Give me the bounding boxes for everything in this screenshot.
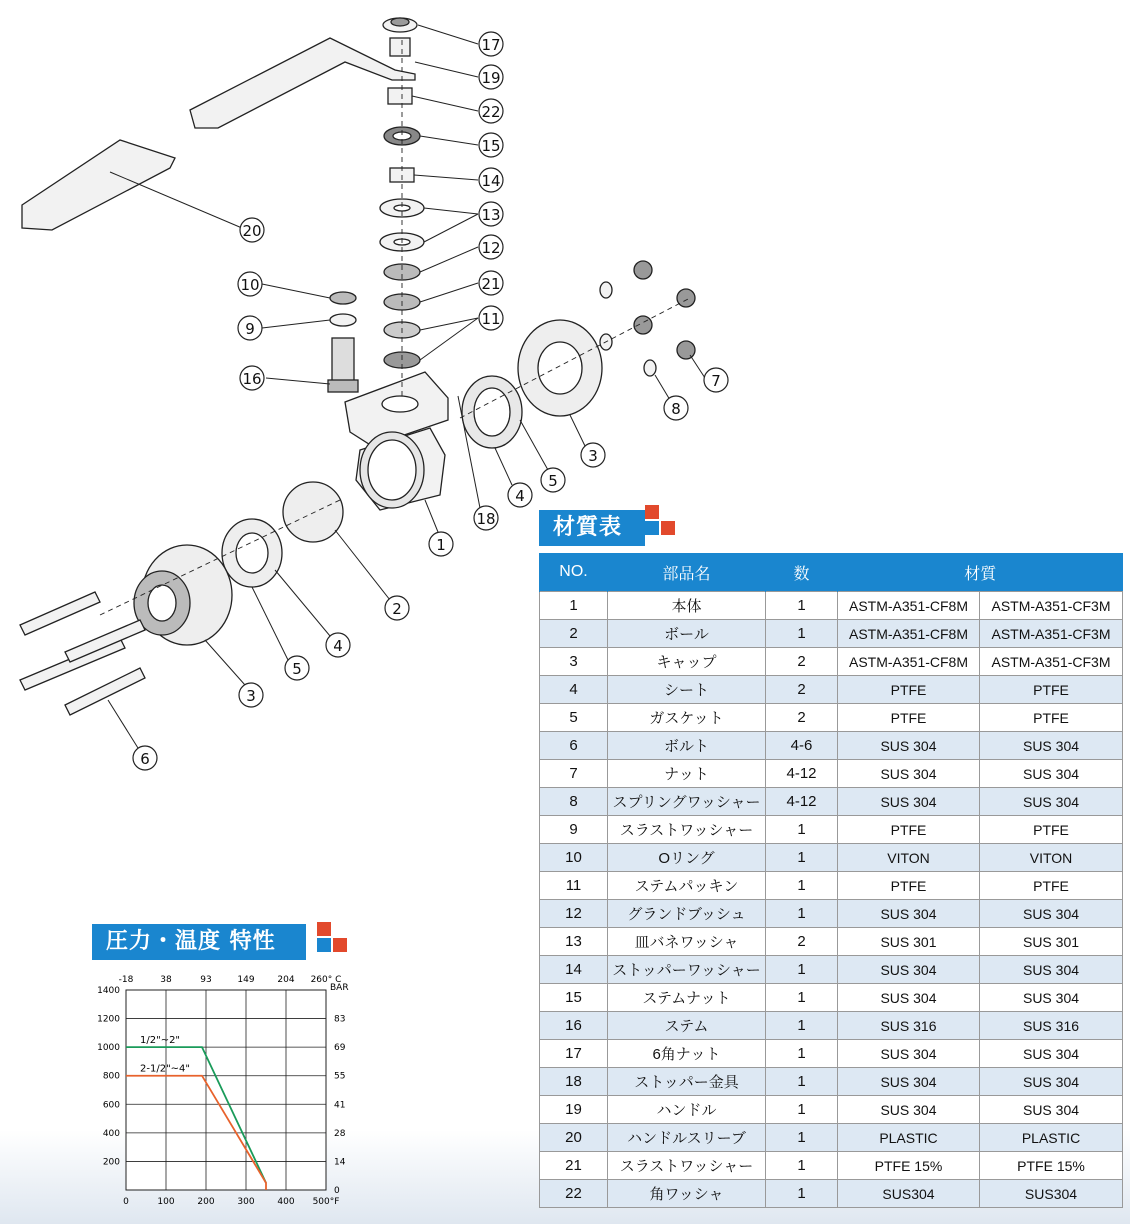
row-part-name: ステムナット: [608, 984, 766, 1012]
x-bottom-tick-label: 500°F: [312, 1197, 340, 1207]
row-no: 11: [540, 872, 608, 900]
y-right-tick-label: 83: [334, 1014, 346, 1025]
plot-frame: [126, 990, 326, 1190]
x-bottom-tick-label: 200: [197, 1197, 215, 1207]
row-part-name: ストッパー金具: [608, 1068, 766, 1096]
row-part-name: ボルト: [608, 732, 766, 760]
callout-21: [326, 633, 350, 657]
callout-17: [508, 483, 532, 507]
row-material-2: SUS 301: [980, 928, 1123, 956]
x-bottom-tick-label: 400: [277, 1197, 295, 1207]
row-qty: 1: [766, 1040, 838, 1068]
callout-11: [240, 366, 264, 390]
y-right-tick-label: 0: [334, 1186, 340, 1196]
row-no: 19: [540, 1096, 608, 1124]
row-qty: 2: [766, 704, 838, 732]
row-part-name: シート: [608, 676, 766, 704]
row-no: 14: [540, 956, 608, 984]
callout-number: 3: [588, 447, 598, 465]
row-material-2: SUS304: [980, 1180, 1123, 1208]
row-qty: 1: [766, 1124, 838, 1152]
x-bottom-tick-label: 0: [123, 1197, 129, 1207]
callout-number: 10: [240, 276, 260, 294]
callout-number: 21: [481, 275, 501, 293]
x-top-tick-label: -18: [118, 975, 134, 985]
callout-16: [541, 468, 565, 492]
row-part-name: ナット: [608, 760, 766, 788]
callout-8: [479, 306, 503, 330]
row-material-2: ASTM-A351-CF3M: [980, 648, 1123, 676]
y-left-tick-label: 1400: [97, 986, 120, 996]
x-top-tick-label: 260° C: [310, 975, 342, 985]
callout-number: 8: [671, 400, 681, 418]
row-no: 6: [540, 732, 608, 760]
callout-number: 4: [333, 637, 343, 655]
callout-7: [479, 271, 503, 295]
callout-4: [479, 168, 503, 192]
row-no: 5: [540, 704, 608, 732]
title-accent-square: [333, 938, 347, 952]
row-material-2: SUS 316: [980, 1012, 1123, 1040]
row-material-1: SUS304: [838, 1180, 980, 1208]
row-material-2: PTFE: [980, 872, 1123, 900]
row-material-2: SUS 304: [980, 760, 1123, 788]
valve-body: [345, 372, 448, 510]
pressure-temperature-chart: [80, 970, 370, 1210]
callout-number: 5: [292, 660, 302, 678]
row-material-2: PTFE: [980, 676, 1123, 704]
callout-5: [479, 202, 503, 226]
y-right-tick-label: 28: [334, 1128, 346, 1139]
callout-0: [479, 32, 503, 56]
y-left-tick-label: 1000: [97, 1043, 120, 1054]
x-top-tick-label: 149: [237, 975, 255, 985]
header-material: 材質: [838, 553, 1123, 592]
callout-number: 22: [481, 103, 501, 121]
row-qty: 2: [766, 648, 838, 676]
row-no: 8: [540, 788, 608, 816]
row-no: 9: [540, 816, 608, 844]
row-qty: 1: [766, 844, 838, 872]
row-material-1: PTFE: [838, 872, 980, 900]
x-top-tick-label: 38: [160, 975, 172, 985]
chart-title: 圧力・温度 特性: [92, 924, 306, 960]
table-row: [540, 844, 1123, 872]
row-no: 1: [540, 592, 608, 620]
table-row: [540, 1040, 1123, 1068]
row-no: 18: [540, 1068, 608, 1096]
row-part-name: キャップ: [608, 648, 766, 676]
callout-9: [238, 272, 262, 296]
row-no: 21: [540, 1152, 608, 1180]
row-part-name: 角ワッシャ: [608, 1180, 766, 1208]
callout-number: 6: [140, 750, 150, 768]
table-row: [540, 788, 1123, 816]
x-top-tick-label: 93: [200, 975, 212, 985]
y-left-tick-label: 200: [102, 1157, 120, 1168]
row-no: 7: [540, 760, 608, 788]
handle: [190, 38, 415, 128]
row-material-2: SUS 304: [980, 900, 1123, 928]
row-part-name: ストッパーワッシャー: [608, 956, 766, 984]
row-material-1: SUS 304: [838, 788, 980, 816]
callout-10: [238, 316, 262, 340]
row-qty: 1: [766, 900, 838, 928]
table-row: [540, 900, 1123, 928]
callout-18: [474, 506, 498, 530]
callout-number: 19: [481, 69, 501, 87]
row-material-1: PTFE: [838, 704, 980, 732]
row-material-1: SUS 304: [838, 956, 980, 984]
x-top-tick-label: 204: [277, 975, 295, 985]
table-row: [540, 1012, 1123, 1040]
y-left-tick-label: 1200: [97, 1014, 120, 1025]
row-part-name: ハンドル: [608, 1096, 766, 1124]
row-qty: 2: [766, 928, 838, 956]
table-row: [540, 956, 1123, 984]
y-right-tick-label: 69: [334, 1043, 346, 1054]
row-material-2: SUS 304: [980, 1096, 1123, 1124]
row-material-2: PLASTIC: [980, 1124, 1123, 1152]
callout-24: [133, 746, 157, 770]
row-material-1: SUS 304: [838, 1040, 980, 1068]
table-row: [540, 984, 1123, 1012]
row-qty: 1: [766, 620, 838, 648]
row-no: 2: [540, 620, 608, 648]
row-part-name: ハンドルスリーブ: [608, 1124, 766, 1152]
row-no: 22: [540, 1180, 608, 1208]
row-material-2: PTFE: [980, 704, 1123, 732]
callout-number: 16: [242, 370, 262, 388]
row-part-name: グランドブッシュ: [608, 900, 766, 928]
title-accent-square: [317, 922, 331, 936]
row-material-1: ASTM-A351-CF8M: [838, 648, 980, 676]
series-label-0: 1/2"~2": [140, 1035, 181, 1047]
callout-3: [479, 133, 503, 157]
callout-number: 9: [245, 320, 255, 338]
callout-6: [479, 235, 503, 259]
row-part-name: スラストワッシャー: [608, 1152, 766, 1180]
callout-number: 7: [711, 372, 721, 390]
row-qty: 1: [766, 1096, 838, 1124]
callout-number: 2: [392, 600, 402, 618]
title-accent-square: [317, 938, 331, 952]
row-material-2: SUS 304: [980, 1040, 1123, 1068]
row-material-1: PTFE: [838, 816, 980, 844]
callout-number: 4: [515, 487, 525, 505]
table-row: [540, 928, 1123, 956]
table-header-row: [540, 553, 1123, 592]
y-right-tick-label: 14: [334, 1157, 346, 1168]
row-material-2: ASTM-A351-CF3M: [980, 620, 1123, 648]
row-no: 12: [540, 900, 608, 928]
callout-22: [285, 656, 309, 680]
y-left-tick-label: 600: [102, 1100, 120, 1111]
header-name: 部品名: [608, 553, 766, 592]
row-qty: 1: [766, 1180, 838, 1208]
callout-number: 12: [481, 239, 501, 257]
table-row: [540, 1152, 1123, 1180]
row-material-1: SUS 304: [838, 984, 980, 1012]
row-material-1: SUS 304: [838, 1068, 980, 1096]
header-no: NO.: [540, 553, 608, 592]
row-part-name: 6角ナット: [608, 1040, 766, 1068]
table-row: [540, 1068, 1123, 1096]
row-qty: 1: [766, 956, 838, 984]
callout-number: 11: [481, 310, 501, 328]
table-row: [540, 816, 1123, 844]
table-row: [540, 732, 1123, 760]
row-material-2: VITON: [980, 844, 1123, 872]
title-accent-square: [661, 521, 675, 535]
row-material-2: SUS 304: [980, 984, 1123, 1012]
row-material-1: ASTM-A351-CF8M: [838, 620, 980, 648]
header-qty: 数: [766, 553, 838, 592]
row-part-name: ボール: [608, 620, 766, 648]
table-row: [540, 872, 1123, 900]
row-part-name: ステム: [608, 1012, 766, 1040]
row-material-2: PTFE 15%: [980, 1152, 1123, 1180]
row-material-2: SUS 304: [980, 788, 1123, 816]
table-row: [540, 648, 1123, 676]
row-material-2: SUS 304: [980, 732, 1123, 760]
x-bottom-tick-label: 100: [157, 1197, 175, 1207]
callout-number: 14: [481, 172, 501, 190]
table-row: [540, 676, 1123, 704]
nuts: [600, 261, 695, 376]
row-qty: 1: [766, 592, 838, 620]
callout-2: [479, 99, 503, 123]
row-part-name: Oリング: [608, 844, 766, 872]
bolts: [20, 592, 145, 715]
stem-parts: [328, 292, 358, 392]
row-no: 20: [540, 1124, 608, 1152]
callout-20: [385, 596, 409, 620]
materials-title: 材質表: [539, 510, 645, 546]
table-row: [540, 1180, 1123, 1208]
row-qty: 1: [766, 984, 838, 1012]
materials-table-body: [540, 592, 1123, 1208]
callout-number: 20: [242, 222, 262, 240]
row-material-2: ASTM-A351-CF3M: [980, 592, 1123, 620]
y-right-tick-label: 55: [334, 1071, 346, 1082]
callout-number: 18: [476, 510, 496, 528]
row-qty: 4-12: [766, 760, 838, 788]
series-label-1: 2-1/2"~4": [140, 1063, 191, 1075]
table-row: [540, 620, 1123, 648]
row-material-1: PTFE 15%: [838, 1152, 980, 1180]
row-no: 15: [540, 984, 608, 1012]
row-material-2: PTFE: [980, 816, 1123, 844]
callout-14: [664, 396, 688, 420]
callout-23: [239, 683, 263, 707]
row-qty: 1: [766, 816, 838, 844]
row-no: 13: [540, 928, 608, 956]
row-qty: 1: [766, 1152, 838, 1180]
y-left-tick-label: 400: [102, 1128, 120, 1139]
y-right-tick-label: 41: [334, 1100, 346, 1111]
row-material-1: SUS 316: [838, 1012, 980, 1040]
callout-number: 13: [481, 206, 501, 224]
x-bottom-tick-label: 300: [237, 1197, 255, 1207]
row-material-1: ASTM-A351-CF8M: [838, 592, 980, 620]
callout-15: [581, 443, 605, 467]
row-part-name: スラストワッシャー: [608, 816, 766, 844]
callout-12: [240, 218, 264, 242]
row-part-name: ガスケット: [608, 704, 766, 732]
callout-number: 5: [548, 472, 558, 490]
row-material-1: VITON: [838, 844, 980, 872]
row-no: 10: [540, 844, 608, 872]
row-material-1: SUS 304: [838, 732, 980, 760]
row-no: 4: [540, 676, 608, 704]
ball: [283, 482, 343, 542]
row-qty: 1: [766, 1068, 838, 1096]
callout-number: 17: [481, 36, 501, 54]
table-row: [540, 1124, 1123, 1152]
table-row: [540, 760, 1123, 788]
callout-19: [429, 532, 453, 556]
title-accent-square: [645, 521, 659, 535]
row-qty: 1: [766, 872, 838, 900]
row-material-1: PTFE: [838, 676, 980, 704]
callout-13: [704, 368, 728, 392]
row-qty: 1: [766, 1012, 838, 1040]
row-qty: 4-12: [766, 788, 838, 816]
row-qty: 4-6: [766, 732, 838, 760]
row-material-1: SUS 304: [838, 900, 980, 928]
callout-number: 3: [246, 687, 256, 705]
row-no: 16: [540, 1012, 608, 1040]
row-part-name: ステムパッキン: [608, 872, 766, 900]
title-accent-square: [645, 505, 659, 519]
handle-sleeve: [22, 140, 175, 230]
y-left-tick-label: 800: [102, 1071, 120, 1082]
row-qty: 2: [766, 676, 838, 704]
y-right-unit: BAR: [330, 983, 349, 993]
callout-1: [479, 65, 503, 89]
row-no: 3: [540, 648, 608, 676]
row-part-name: 皿バネワッシャ: [608, 928, 766, 956]
row-no: 17: [540, 1040, 608, 1068]
row-part-name: 本体: [608, 592, 766, 620]
row-material-1: PLASTIC: [838, 1124, 980, 1152]
table-row: [540, 704, 1123, 732]
table-row: [540, 1096, 1123, 1124]
row-material-1: SUS 304: [838, 1096, 980, 1124]
row-material-2: SUS 304: [980, 1068, 1123, 1096]
materials-table: [539, 553, 1123, 1208]
table-row: [540, 592, 1123, 620]
callout-number: 1: [436, 536, 446, 554]
row-material-1: SUS 301: [838, 928, 980, 956]
row-material-1: SUS 304: [838, 760, 980, 788]
row-material-2: SUS 304: [980, 956, 1123, 984]
row-part-name: スプリングワッシャー: [608, 788, 766, 816]
callout-number: 15: [481, 137, 501, 155]
